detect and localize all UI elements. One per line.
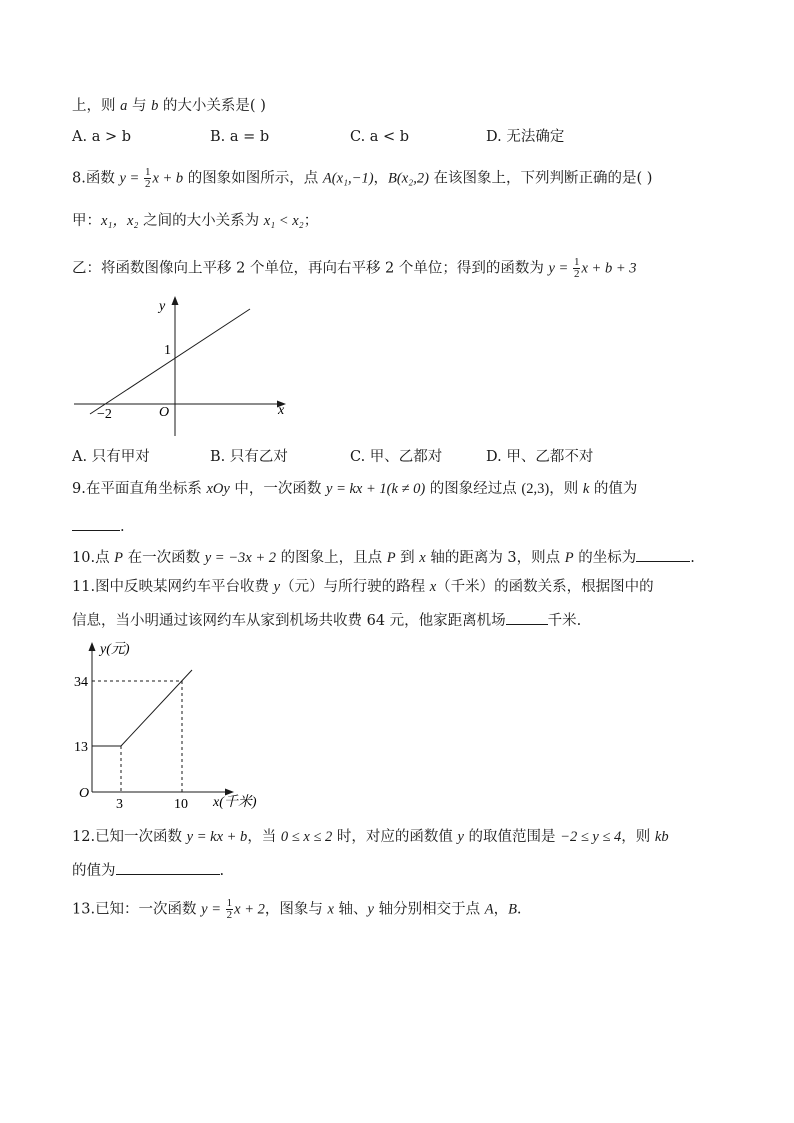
q11-line2: 信息，当小明通过该网约车从家到机场共收费 64 元，他家距离机场 千米. xyxy=(72,610,581,631)
q11-origin-label: O xyxy=(79,786,90,801)
q11-y-label: y(元) xyxy=(100,642,130,657)
q8-jia: 甲：x₁，x₂ 之间的大小关系为 x₁ < x₂； xyxy=(72,213,319,229)
q10-stem: 10.点 P 在一次函数 y = −3x + 2 的图象上，且点 P 到 x 轴的距离为 3，则点 P 的坐标为 . xyxy=(72,547,695,568)
q9-stem: 9.在平面直角坐标系 xOy 中，一次函数 y = kx + 1(k ≠ 0) 的图象经过点 (2,3)，则 k 的值为 xyxy=(72,481,638,497)
q7-stem: 上，则 a 与 b 的大小关系是( ) xyxy=(72,98,266,114)
q11-graph xyxy=(70,633,280,818)
q8-origin-label: O xyxy=(159,405,170,420)
q13-stem: 13.已知：一次函数 y = $\frac{1}{2}$ x + 2，图象与 x 轴、y 轴分别相交于点 A，B. xyxy=(72,897,522,921)
q11-x-tick-3: 3 xyxy=(116,797,123,812)
q11-y-tick-34: 34 xyxy=(74,675,88,690)
q11-rising-segment xyxy=(121,670,192,746)
q8-option-c: C. 甲、乙都对 xyxy=(350,449,443,465)
q10-answer-blank[interactable] xyxy=(636,547,690,562)
q7-option-a: A. a > b xyxy=(72,129,131,145)
q13-fraction: $\frac{1}{2}$ xyxy=(226,897,233,921)
q8-stem: 8.函数 y = $\frac{1}{2}$ x + b 的图象如图所示，点 A(x₁,−1)，B(x₂,2) 在该图象上，下列判断正确的是( ) xyxy=(72,166,653,190)
q12-answer-line: 的值为 . xyxy=(72,860,224,881)
q8-function-line xyxy=(90,309,250,414)
q11-y-arrow xyxy=(89,642,96,651)
q8-x-label: x xyxy=(278,403,285,418)
q8-graph xyxy=(70,290,300,440)
q8-x-intercept-label: −2 xyxy=(97,407,112,422)
q8-y-intercept-label: 1 xyxy=(164,343,171,358)
q12-stem: 12.已知一次函数 y = kx + b，当 0 ≤ x ≤ 2 时，对应的函数值 y 的取值范围是 −2 ≤ y ≤ 4，则 kb xyxy=(72,829,669,845)
q8-fraction: $\frac{1}{2}$ xyxy=(144,166,151,190)
q7-option-c: C. a < b xyxy=(350,129,410,145)
q11-x-tick-10: 10 xyxy=(174,797,188,812)
q11-answer-blank[interactable] xyxy=(506,610,548,625)
q7-option-b: B. a = b xyxy=(210,129,270,145)
q8-yi: 乙：将函数图像向上平移 2 个单位，再向右平移 2 个单位；得到的函数为 y = $\frac{1}{2}$ x + b + 3 xyxy=(72,256,637,280)
q9-answer-blank[interactable] xyxy=(72,516,120,531)
q8-yi-fraction: $\frac{1}{2}$ xyxy=(573,256,580,280)
q8-option-d: D. 甲、乙都不对 xyxy=(486,449,594,465)
q8-y-label: y xyxy=(159,299,166,314)
q8-y-arrow xyxy=(172,296,179,305)
q8-option-b: B. 只有乙对 xyxy=(210,449,288,465)
q9-answer-line: . xyxy=(72,516,125,537)
q11-y-tick-13: 13 xyxy=(74,740,88,755)
q12-answer-blank[interactable] xyxy=(116,860,220,875)
q11-line1: 11.图中反映某网约车平台收费 y（元）与所行驶的路程 x（千米）的函数关系，根据图中的 xyxy=(72,579,654,595)
q7-option-d: D. 无法确定 xyxy=(486,129,565,145)
q11-x-label: x(千米) xyxy=(213,795,257,810)
q8-option-a: A. 只有甲对 xyxy=(72,449,150,465)
